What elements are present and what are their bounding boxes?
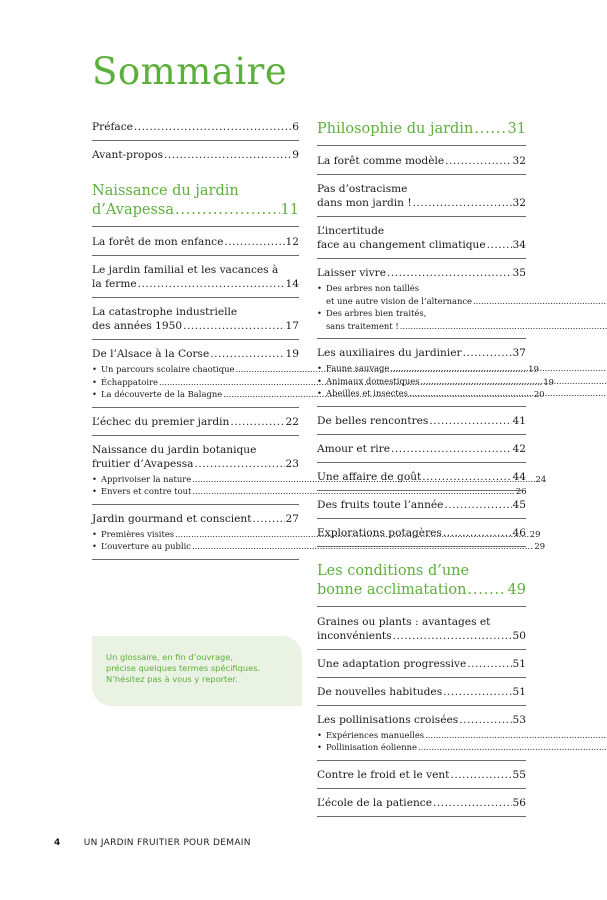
entry-title-line: Naissance du jardin botanique xyxy=(92,443,257,456)
entry-title-line: Graines ou plants : avantages et xyxy=(317,615,491,628)
toc-entry[interactable] xyxy=(317,713,526,761)
page-number: 11 xyxy=(280,202,299,218)
bullet-icon: • xyxy=(92,528,97,539)
subentry-title: Premières visites xyxy=(101,528,175,539)
toc-entry[interactable] xyxy=(317,224,526,259)
page-number: 19 xyxy=(543,376,554,387)
leader-dots xyxy=(418,741,607,754)
subentry-title: Expériences manuelles xyxy=(326,729,425,740)
subentry-body xyxy=(326,362,607,375)
spacer xyxy=(317,554,526,562)
bullet-icon: • xyxy=(317,742,322,752)
toc-entry[interactable] xyxy=(317,182,526,217)
page-number: 55 xyxy=(512,768,526,781)
leader-dots xyxy=(429,414,511,428)
leader-dots xyxy=(390,362,607,375)
toc-entry[interactable] xyxy=(317,266,526,339)
entry-title-line: La catastrophe industrielle xyxy=(92,306,238,318)
section-title-row xyxy=(317,581,526,600)
entry-row xyxy=(92,415,299,429)
entry-row xyxy=(317,526,526,540)
toc-section-heading[interactable] xyxy=(317,562,526,607)
page-title: Sommaire xyxy=(92,50,288,93)
section-title-line: Philosophie du jardin xyxy=(317,121,474,137)
leader-dots xyxy=(425,729,607,742)
subentry-list xyxy=(317,362,526,400)
entry-row xyxy=(317,657,526,671)
subentry[interactable] xyxy=(317,362,526,375)
subentry-title-line: Des arbres non taillés xyxy=(326,283,420,293)
leader-dots xyxy=(421,375,607,388)
entry-row xyxy=(317,196,526,210)
entry-row xyxy=(317,266,526,280)
entry-row xyxy=(317,685,526,699)
toc-entry[interactable] xyxy=(317,154,526,175)
entry-row xyxy=(317,346,526,360)
toc-entry[interactable]: Préface ..... 6 xyxy=(92,120,299,141)
subentry-list xyxy=(317,282,526,332)
bullet-icon: • xyxy=(92,486,97,496)
toc-top-entries xyxy=(92,120,299,168)
leader-dots xyxy=(400,320,607,333)
entry-title: Jardin gourmand et conscient xyxy=(92,512,252,525)
toc-section-entries xyxy=(317,615,526,817)
section-title-line: d’Avapessa xyxy=(92,202,175,218)
page-number: 32 xyxy=(512,155,526,167)
subentry-title: L’ouverture au public xyxy=(101,541,191,551)
page-number: 49 xyxy=(507,581,526,598)
page-number: 24 xyxy=(535,473,547,484)
leader-dots xyxy=(409,387,607,400)
leader-dots xyxy=(467,581,506,600)
entry-title: Une affaire de goût xyxy=(317,470,422,483)
leader-dots xyxy=(444,498,511,512)
subentry-body xyxy=(326,387,607,400)
subentry[interactable] xyxy=(92,485,527,498)
entry-title-line: Pas d’ostracisme xyxy=(317,183,408,195)
subentry-body xyxy=(326,375,607,388)
subentry-title: Échappatoire xyxy=(101,376,158,387)
entry-row xyxy=(92,457,299,471)
subentry-title: Animaux domestiques xyxy=(326,375,420,386)
running-title: UN JARDIN FRUITIER POUR DEMAIN xyxy=(83,838,251,848)
subentry-title: et une autre vision de l’alternance xyxy=(326,295,472,306)
leader-dots xyxy=(253,512,285,526)
toc-entry[interactable] xyxy=(92,415,299,436)
bullet-icon: • xyxy=(317,283,322,293)
toc-entry[interactable] xyxy=(317,470,526,491)
leader-dots xyxy=(474,120,506,139)
leader-dots xyxy=(443,685,511,699)
leader-dots xyxy=(473,295,607,308)
page-number: 46 xyxy=(512,526,526,539)
entry-row xyxy=(317,768,526,782)
page-number: 51 xyxy=(512,657,526,670)
subentry-row xyxy=(326,320,607,333)
toc-entry[interactable] xyxy=(317,526,526,547)
leader-dots xyxy=(391,442,512,456)
bullet-icon: • xyxy=(317,388,322,398)
toc-section-heading[interactable] xyxy=(92,182,299,227)
subentry[interactable] xyxy=(317,729,526,742)
subentry-title: Apprivoiser la nature xyxy=(101,473,192,484)
entry-title-line: L’incertitude xyxy=(317,225,385,237)
toc-entry[interactable] xyxy=(317,346,526,407)
page-footer xyxy=(54,838,251,848)
leader-dots xyxy=(443,526,512,540)
subentry-title: Un parcours scolaire chaotique xyxy=(101,364,235,374)
subentry-list xyxy=(317,729,526,754)
section-title-line: Naissance du jardin xyxy=(92,183,239,199)
entry-title: Contre le froid et le vent xyxy=(317,768,450,781)
leader-dots xyxy=(210,347,284,361)
page-number: 12 xyxy=(285,236,299,248)
subentry-title: Pollinisation éolienne xyxy=(326,742,417,752)
entry-title: face au changement climatique xyxy=(317,239,486,251)
toc-section-entries xyxy=(317,154,526,547)
entry-row xyxy=(317,154,526,168)
entry-title: Laisser vivre xyxy=(317,267,387,279)
bullet-icon: • xyxy=(92,364,97,374)
page-number: 35 xyxy=(512,267,526,279)
entry-title: La forêt comme modèle xyxy=(317,155,445,167)
subentry-row xyxy=(326,375,607,388)
entry-title: De nouvelles habitudes xyxy=(317,685,443,698)
subentry-body xyxy=(326,282,607,307)
entry-row xyxy=(92,277,299,291)
toc-entry[interactable] xyxy=(317,768,526,789)
entry-title: L’école de la patience xyxy=(317,796,432,809)
page-number: 50 xyxy=(512,629,526,642)
entry-title: la ferme xyxy=(92,278,137,290)
page-number: 29 xyxy=(529,528,541,539)
leader-dots xyxy=(445,154,511,168)
toc-entry[interactable] xyxy=(92,263,299,298)
page-number: 37 xyxy=(512,347,526,359)
bullet-icon: • xyxy=(92,473,97,484)
bullet-icon: • xyxy=(317,308,322,318)
leader-dots xyxy=(487,238,512,252)
subentry-row xyxy=(326,741,607,754)
page-number: 19 xyxy=(528,364,539,374)
entry-row xyxy=(317,796,526,810)
leader-dots xyxy=(194,457,284,471)
entry-row xyxy=(317,238,526,252)
entry-row xyxy=(317,629,526,643)
subentry-row xyxy=(326,295,607,308)
page-number: 27 xyxy=(285,512,299,525)
bullet-icon: • xyxy=(92,389,97,399)
page-number: 20 xyxy=(533,389,545,399)
glossary-note: Un glossaire, en fin d’ouvrage, précise quelques termes spécifiques. N’hésitez pas à vous y reporter. xyxy=(92,636,302,706)
subentry[interactable] xyxy=(317,307,526,332)
toc-entry[interactable] xyxy=(92,305,299,340)
leader-dots xyxy=(467,657,511,671)
toc-right-column xyxy=(317,120,526,824)
entry-row xyxy=(317,414,526,428)
page-number: 23 xyxy=(285,457,299,470)
page-number: 32 xyxy=(512,197,526,209)
leader-dots xyxy=(230,415,284,429)
bullet-icon: • xyxy=(317,729,322,740)
leader-dots xyxy=(224,235,284,249)
leader-dots xyxy=(450,768,511,782)
entry-row xyxy=(92,235,299,249)
entry-title: L’échec du premier jardin xyxy=(92,415,230,428)
leader-dots xyxy=(175,201,280,220)
entry-title: De belles rencontres xyxy=(317,414,429,427)
page-number: 31 xyxy=(507,121,526,137)
leader-dots xyxy=(433,796,512,810)
subentry-body xyxy=(326,729,607,742)
subentry-body xyxy=(326,741,607,754)
section-title-row xyxy=(317,120,526,139)
toc-section-heading[interactable] xyxy=(317,120,526,146)
toc-entry[interactable] xyxy=(317,615,526,650)
subentry-title-line: Des arbres bien traités, xyxy=(326,308,427,318)
leader-dots xyxy=(183,319,284,333)
entry-title: Explorations potagères xyxy=(317,526,442,539)
subentry-body xyxy=(326,307,607,332)
subentry-title: Faune sauvage xyxy=(326,363,390,373)
toc-entry[interactable] xyxy=(317,657,526,678)
toc-entry[interactable] xyxy=(317,442,526,463)
entry-title: La forêt de mon enfance xyxy=(92,236,224,248)
page-number: 4 xyxy=(54,838,61,848)
section-title-line: Les conditions d’une xyxy=(317,562,470,579)
entry-row xyxy=(317,442,526,456)
subentry-row xyxy=(326,729,607,742)
entry-row xyxy=(317,498,526,512)
entry-title: De l’Alsace à la Corse xyxy=(92,348,210,360)
toc-entry[interactable] xyxy=(317,796,526,817)
entry-row xyxy=(92,319,299,333)
subentry-row xyxy=(326,362,607,375)
subentry[interactable] xyxy=(317,282,526,307)
leader-dots xyxy=(459,713,511,727)
entry-row xyxy=(317,713,526,727)
page-number: 42 xyxy=(512,442,526,455)
toc-entry[interactable] xyxy=(317,414,526,435)
section-title-row xyxy=(92,201,299,220)
entry-title: Amour et rire xyxy=(317,442,391,455)
subentry[interactable] xyxy=(317,741,526,754)
leader-dots xyxy=(387,266,512,280)
subentry-row xyxy=(326,387,607,400)
leader-dots xyxy=(413,196,512,210)
toc-entry[interactable] xyxy=(317,685,526,706)
leader-dots xyxy=(422,470,511,484)
subentry-title: sans traitement ! xyxy=(326,320,399,331)
bullet-icon: • xyxy=(317,375,322,386)
page-number: 14 xyxy=(285,278,299,290)
subentry-title: Envers et contre tout xyxy=(101,486,192,496)
leader-dots xyxy=(393,629,512,643)
subentry[interactable] xyxy=(317,375,526,388)
entry-row xyxy=(317,470,526,484)
page-number: 41 xyxy=(512,414,526,427)
entry-title: Les pollinisations croisées xyxy=(317,713,459,726)
page-number: 17 xyxy=(285,320,299,332)
page-number: 26 xyxy=(515,486,527,496)
subentry-title: Abeilles et insectes xyxy=(326,388,408,398)
page-number: 53 xyxy=(512,713,526,726)
entry-title: dans mon jardin ! xyxy=(317,197,412,209)
entry-row xyxy=(92,347,299,361)
entry-title: des années 1950 xyxy=(92,320,183,332)
page-number: 29 xyxy=(534,541,546,551)
subentry[interactable] xyxy=(317,387,526,400)
page-number: 56 xyxy=(512,796,526,809)
page-number: 51 xyxy=(512,685,526,698)
page-number: 22 xyxy=(285,415,299,428)
toc-entry[interactable] xyxy=(92,235,299,256)
entry-title: Des fruits toute l’année xyxy=(317,498,444,511)
page-number: 19 xyxy=(285,348,299,360)
page-number: 45 xyxy=(512,498,526,511)
bullet-icon: • xyxy=(92,541,97,551)
entry-title: inconvénients xyxy=(317,629,392,642)
toc-entry[interactable] xyxy=(317,498,526,519)
bullet-icon: • xyxy=(92,376,97,387)
subentry-title: La découverte de la Balagne xyxy=(101,389,223,399)
bullet-icon: • xyxy=(317,363,322,373)
leader-dots xyxy=(463,346,512,360)
toc-entry[interactable]: Avant-propos ..... 9 xyxy=(92,148,299,168)
entry-row xyxy=(92,512,299,526)
leader-dots xyxy=(138,277,285,291)
entry-title: fruitier d’Avapessa xyxy=(92,457,194,470)
page-number: 44 xyxy=(512,470,526,483)
subentry[interactable] xyxy=(92,540,546,553)
page-number: 34 xyxy=(512,239,526,251)
entry-title: Les auxiliaires du jardinier xyxy=(317,347,462,359)
entry-title-line: Le jardin familial et les vacances à xyxy=(92,264,279,276)
entry-title: Une adaptation progressive xyxy=(317,657,467,670)
section-title-line: bonne acclimatation xyxy=(317,581,467,598)
